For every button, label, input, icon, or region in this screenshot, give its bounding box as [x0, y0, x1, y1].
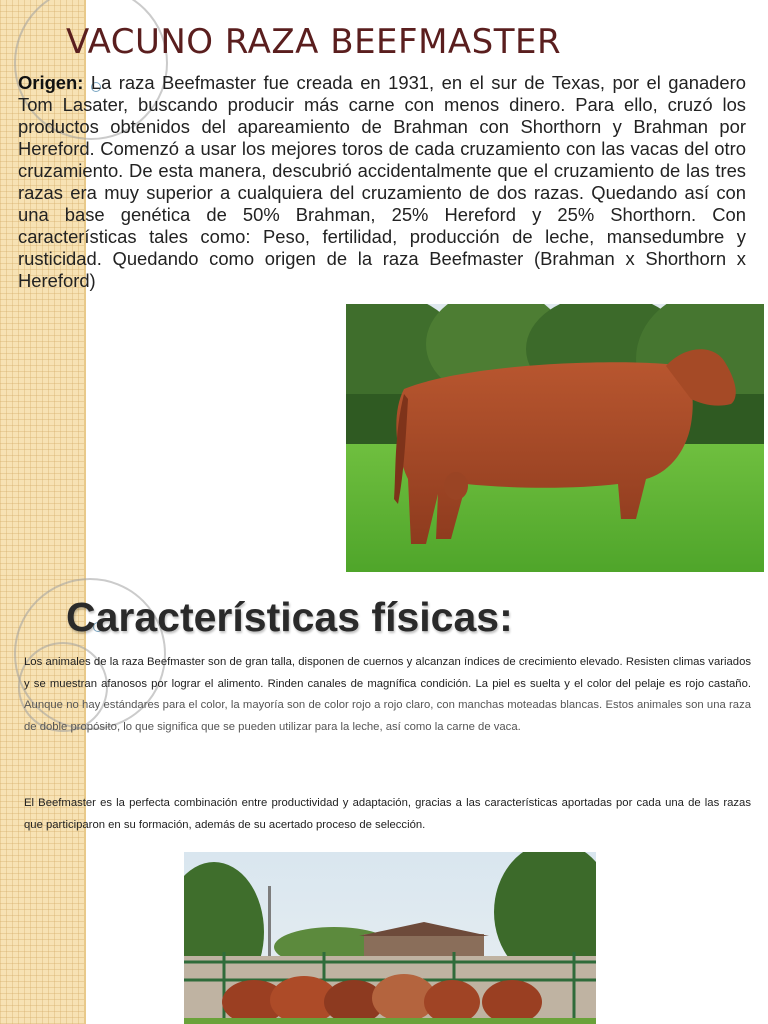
slide-title: Características físicas:: [66, 594, 513, 640]
characteristics-paragraph: [24, 652, 751, 738]
characteristics-text-b: Aunque no hay estándares para el color, la mayoría son de color rojo a rojo claro, con manchas moteadas blancas. Estos animales son una raza de doble propósito, lo que significa que se pueden utilizar para la leche, así como la carne de vaca.: [24, 699, 751, 733]
bull-photo-illustration: [346, 304, 764, 572]
bull-photo: [346, 304, 764, 572]
slide-title: VACUNO RAZA BEEFMASTER: [66, 22, 562, 62]
summary-paragraph: El Beefmaster es la perfecta combinación entre productividad y adaptación, gracias a las características aportadas por cada una de las razas que participaron en su formación, además de su acertado proceso de selección.: [24, 797, 751, 831]
origin-label: Origen:: [18, 72, 84, 93]
slide-physical-characteristics: [0, 576, 768, 1024]
characteristics-text-a: Los animales de la raza Beefmaster son de gran talla, disponen de cuernos y alcanzan índices de crecimiento elevado. Resisten climas variados y se muestran afanosos por lograr el alimento. Rinden canales de magnífica condición. La piel es suelta y el color del pelaje es rojo castaño.: [24, 656, 751, 690]
origin-text: La raza Beefmaster fue creada en 1931, en el sur de Texas, por el ganadero Tom Lasater, buscando producir más carne con menos dinero. Para ello, cruzó los productos obtenidos del apareamiento de Brahman con Shorthorn y Brahman por Hereford. Comenzó a usar los mejores toros de cada cruzamiento con las vacas del otro cruzamiento. De esta manera, descubrió accidentalmente que el cruzamiento de las tres razas era muy superior a cualquiera del cruzamiento de dos razas. Quedando así con una base genética de 50% Brahman, 25% Hereford y 25% Shorthorn. Con características tales como: Peso, fertilidad, producción de leche, mansedumbre y rusticidad. Quedando como origen de la raza Beefmaster (Brahman x Shorthorn x Hereford): [18, 72, 746, 291]
herd-photo-illustration: [184, 852, 596, 1024]
herd-photo: [184, 852, 596, 1024]
origin-paragraph: [18, 72, 746, 292]
